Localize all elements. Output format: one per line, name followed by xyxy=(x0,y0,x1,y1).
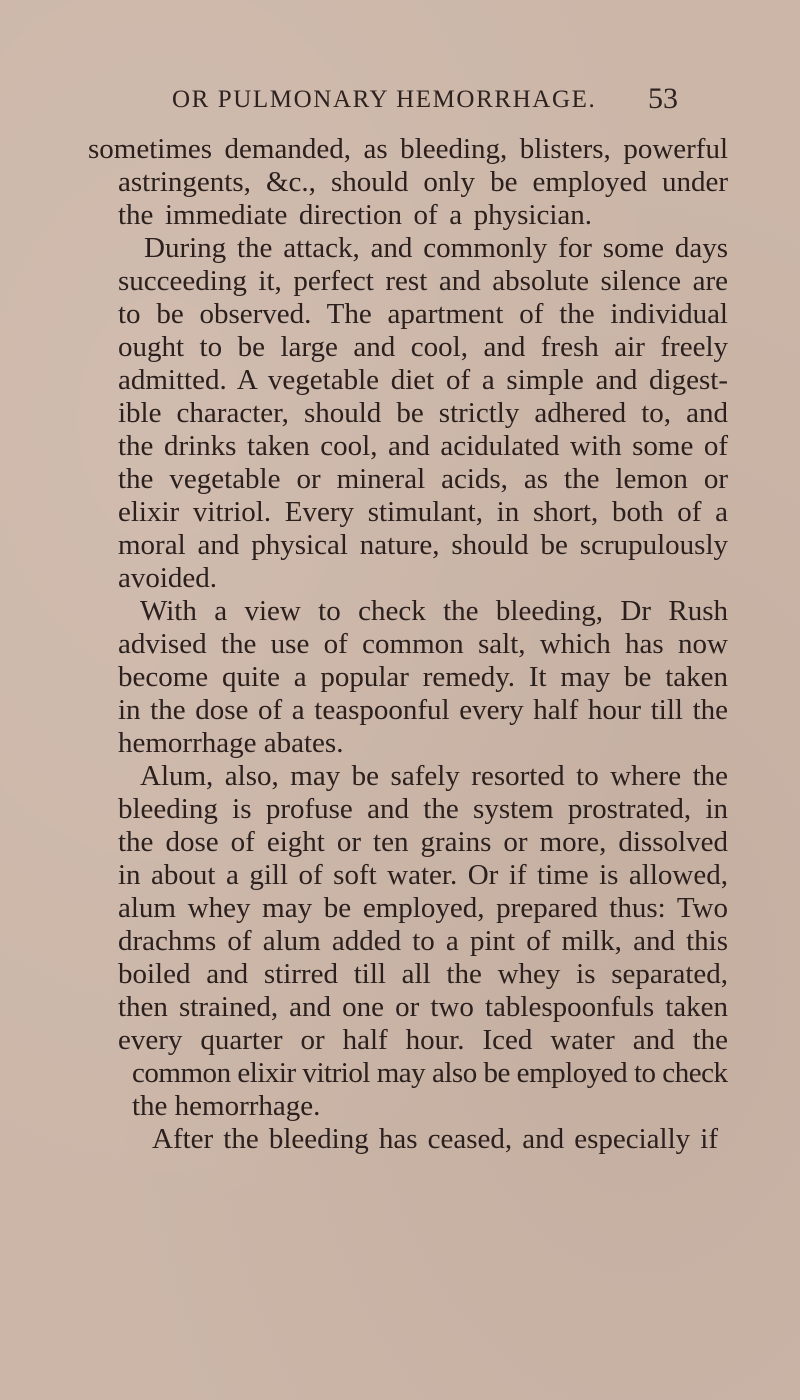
text-line: boiled and stirred till all the whey is separated, xyxy=(118,958,728,990)
page-header xyxy=(0,82,800,126)
text-line: the drinks taken cool, and acidulated with some of xyxy=(118,430,728,462)
running-head: OR PULMONARY HEMORRHAGE. xyxy=(172,86,597,113)
text-line: ought to be large and cool, and fresh air freely xyxy=(118,331,728,363)
text-line: alum whey may be employed, prepared thus: Two xyxy=(118,892,728,924)
text-line: the hemorrhage. xyxy=(132,1090,321,1122)
text-line: succeeding it, perfect rest and absolute silence are xyxy=(118,265,728,297)
text-line: During the attack, and commonly for some days xyxy=(144,232,728,264)
text-line: advised the use of common salt, which has now xyxy=(118,628,728,660)
text-line: bleeding is profuse and the system prostrated, in xyxy=(118,793,728,825)
text-line: the dose of eight or ten grains or more, dissolved xyxy=(118,826,728,858)
page-number: 53 xyxy=(648,82,678,115)
text-line: moral and physical nature, should be scrupulously xyxy=(118,529,728,561)
text-line: Alum, also, may be safely resorted to where the xyxy=(140,760,728,792)
text-line: to be observed. The apartment of the individual xyxy=(118,298,728,330)
text-line: every quarter or half hour. Iced water and the xyxy=(118,1024,728,1056)
text-line: With a view to check the bleeding, Dr Rush xyxy=(140,595,728,627)
text-line: avoided. xyxy=(118,562,218,594)
text-line: drachms of alum added to a pint of milk, and this xyxy=(118,925,728,957)
text-line: After the bleeding has ceased, and especially if xyxy=(152,1123,718,1155)
text-line: sometimes demanded, as bleeding, blisters, powerful xyxy=(88,133,728,165)
text-line: hemorrhage abates. xyxy=(118,727,344,759)
text-line: astringents, &c., should only be employed under xyxy=(118,166,728,198)
text-line: the immediate direction of a physician. xyxy=(118,199,592,231)
text-line: elixir vitriol. Every stimulant, in short, both of a xyxy=(118,496,728,528)
text-line: common elixir vitriol may also be employed to check xyxy=(132,1057,728,1089)
text-line: then strained, and one or two tablespoonfuls taken xyxy=(118,991,728,1023)
text-line: admitted. A vegetable diet of a simple and digest- xyxy=(118,364,728,396)
text-line: in about a gill of soft water. Or if time is allowed, xyxy=(118,859,728,891)
text-line: in the dose of a teaspoonful every half hour till the xyxy=(118,694,728,726)
text-line: become quite a popular remedy. It may be taken xyxy=(118,661,728,693)
text-line: ible character, should be strictly adhered to, and xyxy=(118,397,728,429)
text-line: the vegetable or mineral acids, as the lemon or xyxy=(118,463,728,495)
